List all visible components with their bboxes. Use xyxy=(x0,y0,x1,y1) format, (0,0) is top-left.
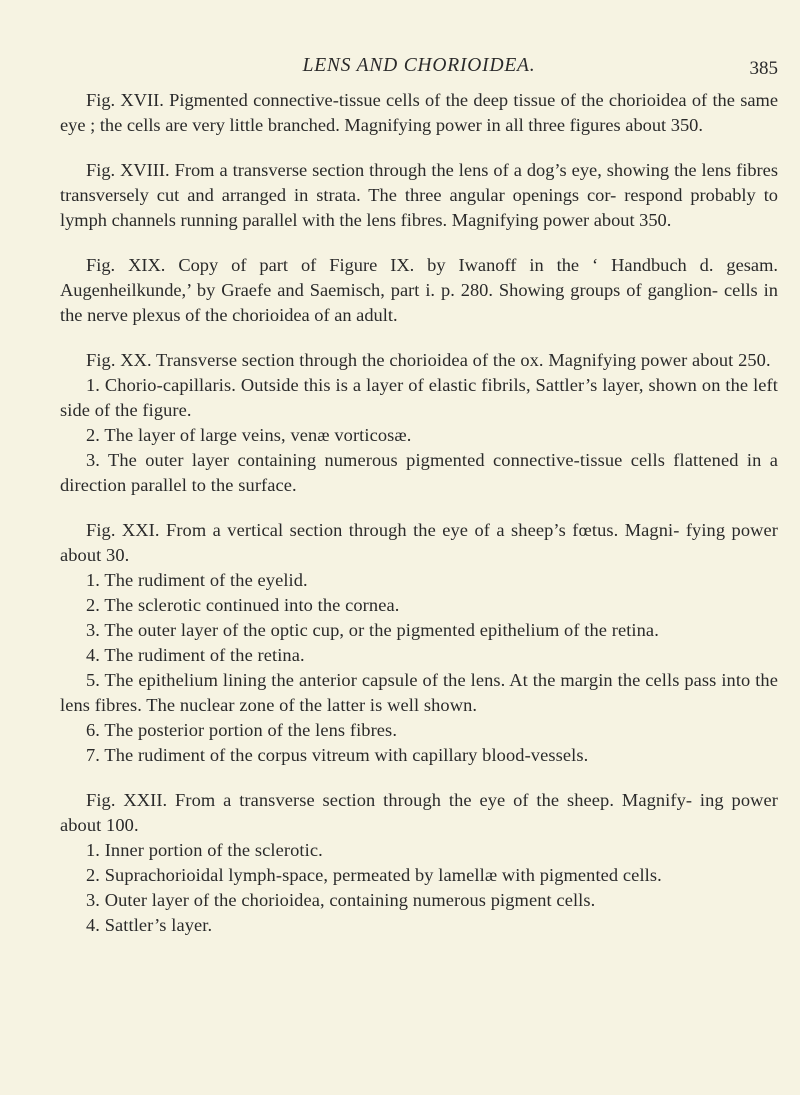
fig-21-item: 2. The sclerotic continued into the cornea. xyxy=(86,595,400,615)
fig-18-caption: Fig. XVIII. From a transverse section through the lens of a dog’s eye, showing the lens fibres transversely cut and arranged in strata. The three angular openings cor- respond probably to lymph channels running parallel with the lens fibres. Magnifying power about 350. xyxy=(60,160,778,230)
running-head xyxy=(60,55,778,85)
fig-19-caption: Fig. XIX. Copy of part of Figure IX. by Iwanoff in the ‘ Handbuch d. gesam. Augenheilkunde,’ by Graefe and Saemisch, part i. p. 280. Showing groups of ganglion- cells in the nerve plexus of the chorioidea of an adult. xyxy=(60,255,778,325)
fig-17-caption: Fig. XVII. Pigmented connective-tissue cells of the deep tissue of the chorioidea of the same eye ; the cells are very little branched. Magnifying power in all three figures about 350. xyxy=(60,90,778,135)
fig-22-item: 3. Outer layer of the chorioidea, containing numerous pigment cells. xyxy=(86,890,596,910)
running-title: LENS AND CHORIOIDEA. xyxy=(302,55,536,76)
body-text xyxy=(60,88,778,938)
fig-21-item: 4. The rudiment of the retina. xyxy=(86,645,305,665)
fig-21-item: 1. The rudiment of the eyelid. xyxy=(86,570,308,590)
fig-22-item: 4. Sattler’s layer. xyxy=(86,915,213,935)
fig-20-item: 3. The outer layer containing numerous pigmented connective-tissue cells flattened in a direction parallel to the surface. xyxy=(60,450,778,495)
fig-20-item: 1. Chorio-capillaris. Outside this is a layer of elastic fibrils, Sattler’s layer, shown on the left side of the figure. xyxy=(60,375,778,420)
fig-20-item: 2. The layer of large veins, venæ vorticosæ. xyxy=(86,425,412,445)
fig-22-item: 1. Inner portion of the sclerotic. xyxy=(86,840,323,860)
page-number: 385 xyxy=(749,58,778,79)
fig-21-item: 7. The rudiment of the corpus vitreum with capillary blood-vessels. xyxy=(86,745,589,765)
fig-21-caption: Fig. XXI. From a vertical section through the eye of a sheep’s fœtus. Magni- fying power about 30. xyxy=(60,520,778,565)
fig-21-item: 5. The epithelium lining the anterior capsule of the lens. At the margin the cells pass into the lens fibres. The nuclear zone of the latter is well shown. xyxy=(60,670,778,715)
fig-20-caption: Fig. XX. Transverse section through the chorioidea of the ox. Magnifying power about 250. xyxy=(86,350,771,370)
fig-21-item: 3. The outer layer of the optic cup, or the pigmented epithelium of the retina. xyxy=(86,620,659,640)
fig-22-caption: Fig. XXII. From a transverse section through the eye of the sheep. Magnify- ing power about 100. xyxy=(60,790,778,835)
fig-21-item: 6. The posterior portion of the lens fibres. xyxy=(86,720,398,740)
fig-22-item: 2. Suprachorioidal lymph-space, permeated by lamellæ with pigmented cells. xyxy=(86,865,662,885)
